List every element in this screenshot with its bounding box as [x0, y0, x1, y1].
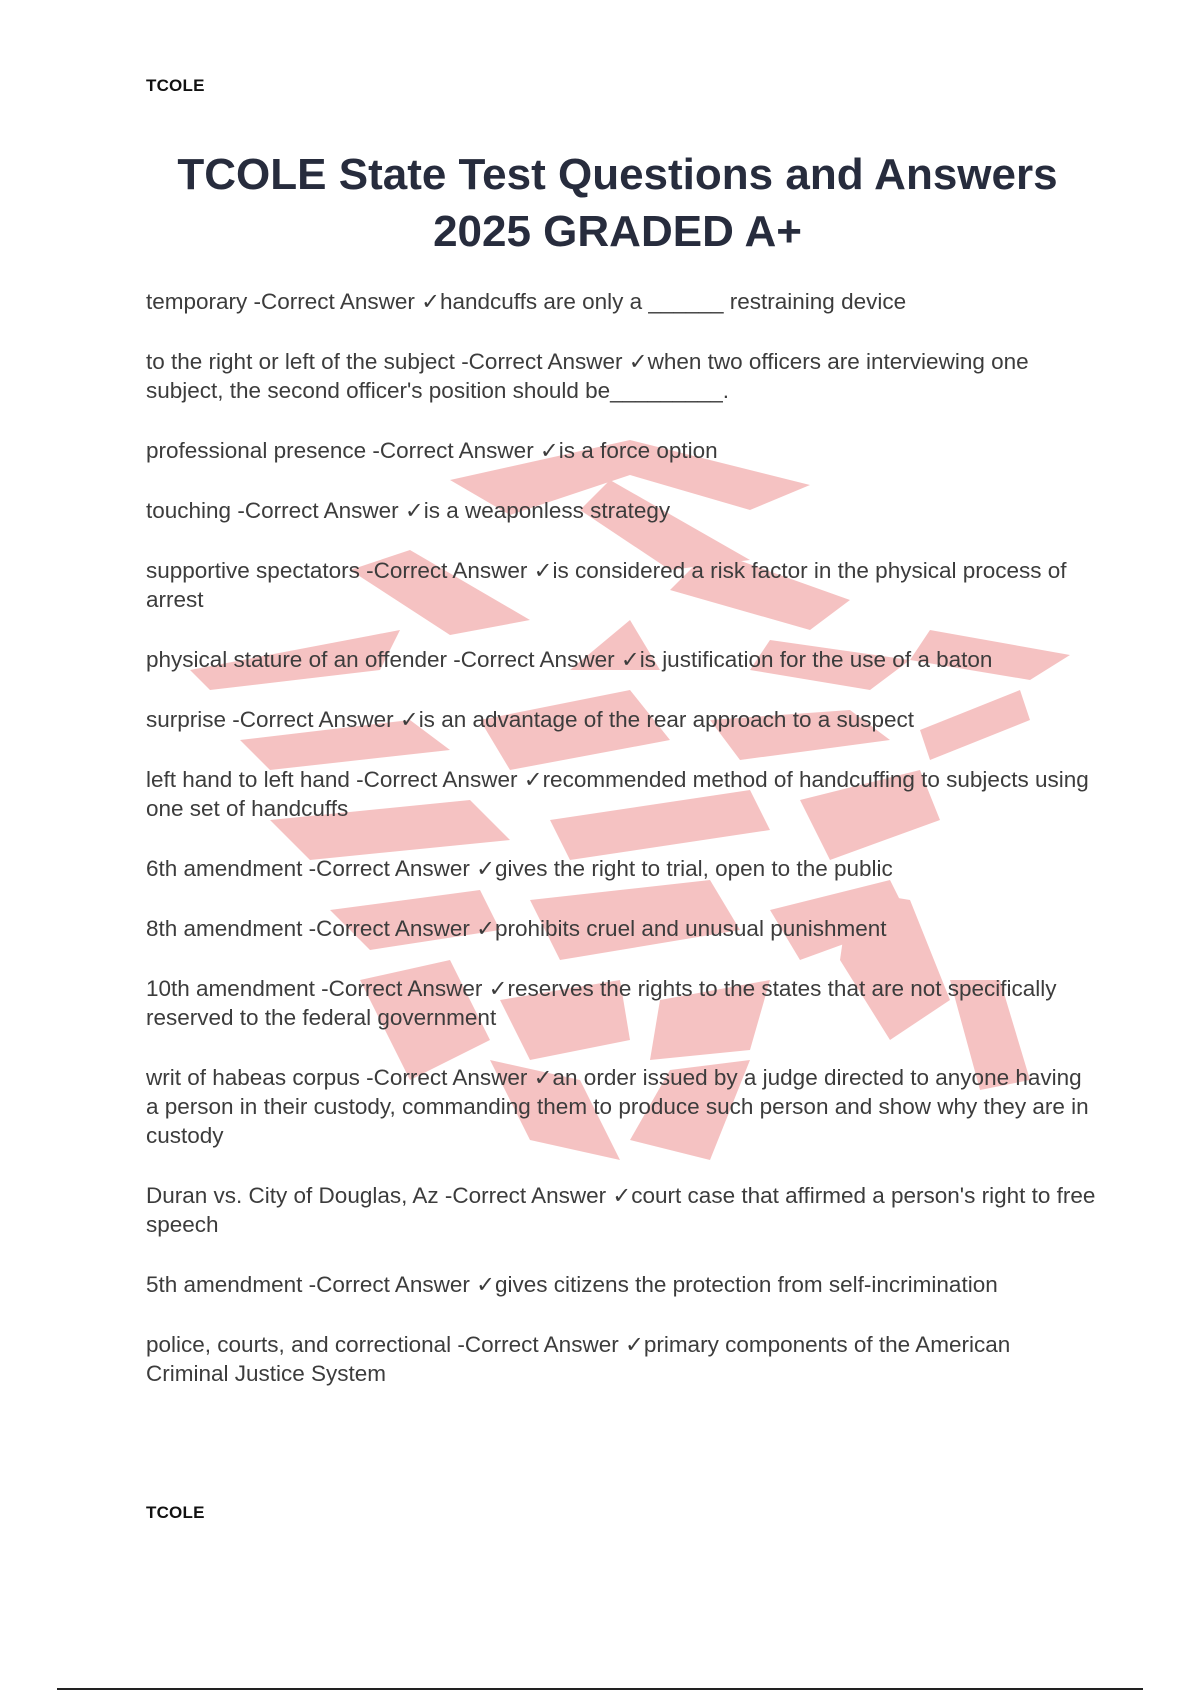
qa-definition: prohibits cruel and unusual punishment: [495, 916, 887, 941]
qa-definition: recommended method of handcuffing to subjects using one set of handcuffs: [146, 767, 1089, 821]
running-footer: TCOLE: [146, 1503, 205, 1522]
qa-item: [146, 854, 1096, 883]
qa-definition: is a force option: [558, 438, 718, 463]
qa-term: temporary: [146, 289, 248, 314]
running-header: TCOLE: [146, 76, 205, 95]
qa-item: [146, 287, 1096, 316]
qa-separator: -Correct Answer ✓: [447, 647, 640, 672]
qa-separator: -Correct Answer ✓: [226, 707, 419, 732]
qa-definition: handcuffs are only a ______ restraining device: [439, 289, 907, 314]
qa-item: [146, 645, 1096, 674]
qa-separator: -Correct Answer ✓: [302, 916, 496, 941]
qa-separator: -Correct Answer ✓: [349, 767, 543, 792]
qa-definition: is a weaponless strategy: [423, 498, 671, 523]
qa-item: [146, 556, 1096, 614]
qa-definition: when two officers are interviewing one subject, the second officer's position should be_________.: [146, 349, 1029, 403]
qa-separator: -Correct Answer ✓: [247, 289, 440, 314]
qa-list: [146, 287, 1096, 1419]
qa-term: to the right or left of the subject: [146, 349, 455, 374]
qa-item: [146, 1181, 1096, 1239]
qa-item: [146, 765, 1096, 823]
qa-term: police, courts, and correctional: [146, 1332, 452, 1357]
qa-term: surprise: [146, 707, 227, 732]
qa-definition: gives the right to trial, open to the public: [495, 856, 893, 881]
qa-definition: is justification for the use of a baton: [639, 647, 993, 672]
qa-definition: gives citizens the protection from self-incrimination: [495, 1272, 998, 1297]
qa-definition: is an advantage of the rear approach to a suspect: [418, 707, 915, 732]
qa-separator: -Correct Answer ✓: [366, 438, 559, 463]
qa-term: supportive spectators: [146, 558, 360, 583]
qa-term: professional presence: [146, 438, 367, 463]
qa-term: 8th amendment: [146, 916, 303, 941]
qa-separator: -Correct Answer ✓: [231, 498, 424, 523]
qa-item: [146, 496, 1096, 525]
qa-definition: court case that affirmed a person's right to free speech: [146, 1183, 1096, 1237]
qa-term: 6th amendment: [146, 856, 303, 881]
page-bottom-divider: [57, 1688, 1143, 1690]
qa-item: [146, 436, 1096, 465]
qa-term: left hand to left hand: [146, 767, 350, 792]
qa-term: Duran vs. City of Douglas, Az: [146, 1183, 439, 1208]
qa-definition: an order issued by a judge directed to anyone having a person in their custody, commanding them to produce such person and show why they are in custody: [146, 1065, 1089, 1148]
qa-definition: is considered a risk factor in the physical process of arrest: [146, 558, 1067, 612]
qa-item: [146, 705, 1096, 734]
qa-separator: -Correct Answer ✓: [451, 1332, 644, 1357]
qa-term: physical stature of an offender: [146, 647, 448, 672]
qa-separator: -Correct Answer ✓: [302, 1272, 496, 1297]
qa-item: [146, 974, 1096, 1032]
qa-term: 5th amendment: [146, 1272, 303, 1297]
qa-definition: reserves the rights to the states that are not specifically reserved to the federal government: [146, 976, 1057, 1030]
qa-separator: -Correct Answer ✓: [438, 1183, 632, 1208]
qa-item: [146, 1270, 1096, 1299]
document-title: TCOLE State Test Questions and Answers 2025 GRADED A+: [177, 150, 1058, 256]
qa-term: writ of habeas corpus: [146, 1065, 360, 1090]
qa-definition: primary components of the American Criminal Justice System: [146, 1332, 1011, 1386]
qa-separator: -Correct Answer ✓: [359, 558, 553, 583]
qa-item: [146, 914, 1096, 943]
qa-term: 10th amendment: [146, 976, 315, 1001]
qa-term: touching: [146, 498, 232, 523]
qa-separator: -Correct Answer ✓: [454, 349, 648, 374]
qa-separator: -Correct Answer ✓: [359, 1065, 553, 1090]
qa-item: [146, 1330, 1096, 1388]
qa-separator: -Correct Answer ✓: [314, 976, 508, 1001]
qa-separator: -Correct Answer ✓: [302, 856, 496, 881]
qa-item: [146, 1063, 1096, 1150]
qa-item: [146, 347, 1096, 405]
